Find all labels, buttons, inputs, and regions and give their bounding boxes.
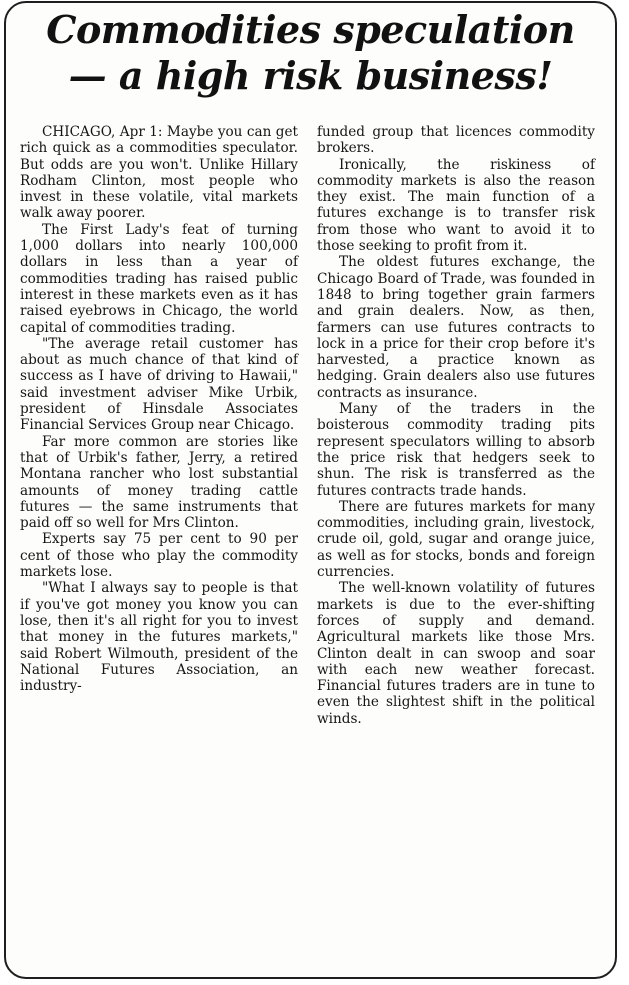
article-body [20, 124, 595, 727]
column-left [20, 124, 298, 727]
paragraph: The well-known volatility of futures markets is due to the ever-shifting forces of supply and demand. Agricultural markets like those Mrs. Clinton dealt in can swoop and soar with each new weather forecast. Financial futures traders are in tune to even the slightest shift in the political winds. [317, 580, 595, 727]
paragraph: CHICAGO, Apr 1: Maybe you can get rich quick as a commodities speculator. But odds are you won't. Unlike Hillary Rodham Clinton, most people who invest in these volatile, vital markets walk away poorer. [20, 124, 298, 222]
paragraph: The oldest futures exchange, the Chicago Board of Trade, was founded in 1848 to bring together grain farmers and grain dealers. Now, as then, farmers can use futures contracts to lock in a price for their crop before it's harvested, a practice known as hedging. Grain dealers also use futures contracts as insurance. [317, 254, 595, 401]
headline [6, 3, 615, 99]
paragraph: Many of the traders in the boisterous commodity trading pits represent speculators willing to absorb the price risk that hedgers seek to shun. The risk is transferred as the futures contracts trade hands. [317, 401, 595, 499]
paragraph: "The average retail customer has about as much chance of that kind of success as I have of driving to Hawaii," said investment adviser Mike Urbik, president of Hinsdale Associates Financial Services Group near Chicago. [20, 335, 298, 434]
paragraph: Far more common are stories like that of Urbik's father, Jerry, a retired Montana rancher who lost substantial amounts of money trading cattle futures — the same instruments that paid off so well for Mrs Clinton. [20, 433, 298, 532]
paragraph: There are futures markets for many commodities, including grain, livestock, crude oil, gold, sugar and orange juice, as well as for stocks, bonds and foreign currencies. [317, 498, 595, 581]
paragraph: Experts say 75 per cent to 90 per cent of those who play the commodity markets lose. [20, 531, 298, 581]
column-right [317, 124, 595, 727]
paragraph-continuation: funded group that licences commodity brokers. [317, 124, 595, 157]
paragraph: "What I always say to people is that if you've got money you know you can lose, then it's all right for you to invest that money in the futures markets," said Robert Wilmouth, president of the National Futures Association, an industry- [20, 580, 298, 695]
paragraph: The First Lady's feat of turning 1,000 dollars into nearly 100,000 dollars in less than a year of commodities trading has raised public interest in these markets even as it has raised eyebrows in Chicago, the world capital of commodities trading. [20, 221, 298, 336]
headline-line-1: Commodities speculation [46, 7, 575, 52]
headline-line-2: — a high risk business! [68, 53, 553, 98]
paragraph: Ironically, the riskiness of commodity markets is also the reason they exist. The main function of a futures exchange is to transfer risk from those who want to avoid it to those seeking to profit from it. [317, 156, 595, 255]
